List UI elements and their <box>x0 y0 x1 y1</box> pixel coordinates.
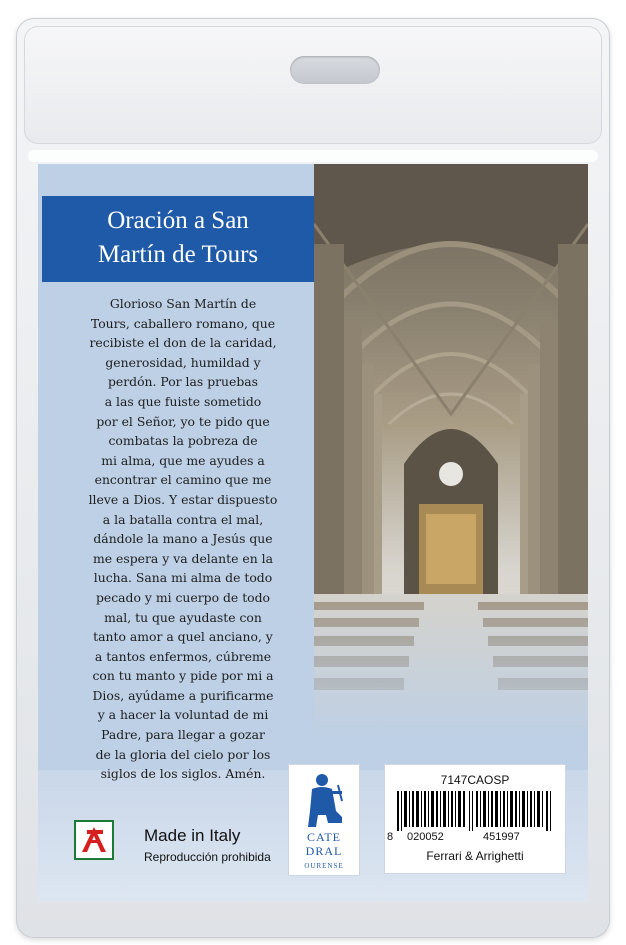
prayer-line: Padre, para llegar a gozar <box>101 727 265 743</box>
prayer-line: por el Señor, yo te pido que <box>96 413 270 429</box>
barcode-group-2: 451997 <box>483 831 520 843</box>
fa-monogram-icon <box>78 824 110 856</box>
prayer-line: de la gloria del cielo por los <box>95 746 271 762</box>
photo-fade <box>314 594 588 744</box>
prayer-line: tanto amor a quel anciano, y <box>93 629 273 645</box>
company-name: Ferrari & Arrighetti <box>426 849 524 863</box>
prayer-line: me espera y va delante en la <box>93 550 273 566</box>
catedral-ourense-logo <box>288 764 360 876</box>
prayer-line: Dios, ayúdame a purificarme <box>92 687 274 703</box>
prayer-line: con tu manto y pide por mi a <box>92 668 274 684</box>
prayer-line: mi alma, que me ayudes a <box>101 452 265 468</box>
reproduction-notice: Reproducción prohibida <box>144 850 271 864</box>
prayer-line: recibiste el don de la caridad, <box>89 335 277 351</box>
barcode-group-1: 020052 <box>407 831 444 843</box>
prayer-card <box>38 164 588 902</box>
hang-hole <box>290 56 380 84</box>
prayer-line: siglos de los siglos. Amén. <box>100 766 266 782</box>
barcode-bars <box>395 791 555 831</box>
catedral-line-3: OURENSE <box>304 862 344 870</box>
seated-figure-icon <box>298 771 350 829</box>
cathedral-nave-photo <box>314 164 588 744</box>
prayer-line: encontrar el camino que me <box>94 472 272 488</box>
prayer-line: lucha. Sana mi alma de todo <box>93 570 273 586</box>
blister-hanger-tab <box>24 26 602 144</box>
title-banner <box>42 196 314 282</box>
prayer-line: Glorioso San Martín de <box>109 296 257 311</box>
prayer-line: dándole la mano a Jesús que <box>93 531 273 547</box>
prayer-line: mal, tu que ayudaste con <box>104 609 262 625</box>
catedral-line-1: CATE <box>307 830 341 844</box>
ferrari-arrighetti-logo <box>74 820 114 860</box>
prayer-line: pecado y mi cuerpo de todo <box>95 589 271 605</box>
title-line-2: Martín de Tours <box>97 241 259 268</box>
prayer-line: lleve a Dios. Y estar dispuesto <box>88 491 278 507</box>
prayer-line: a las que fuiste sometido <box>104 393 262 409</box>
barcode-label <box>384 764 566 874</box>
sku-code: 7147CAOSP <box>440 773 510 787</box>
prayer-title <box>42 204 314 272</box>
plastic-sheen <box>28 150 598 162</box>
prayer-line: a tantos enfermos, cúbreme <box>94 648 272 664</box>
made-in-italy: Made in Italy <box>144 826 241 845</box>
catedral-line-2: DRAL <box>305 844 343 858</box>
prayer-line: perdón. Por las pruebas <box>107 374 259 390</box>
title-line-1: Oración a San <box>107 207 249 234</box>
barcode-first-digit: 8 <box>387 831 394 843</box>
prayer-line: generosidad, humildad y <box>105 354 261 370</box>
prayer-line: Tours, caballero romano, que <box>90 315 276 331</box>
prayer-line: y a hacer la voluntad de mi <box>97 707 269 723</box>
prayer-line: combatas la pobreza de <box>108 433 258 449</box>
prayer-line: a la batalla contra el mal, <box>102 511 264 527</box>
prayer-text <box>56 294 310 784</box>
